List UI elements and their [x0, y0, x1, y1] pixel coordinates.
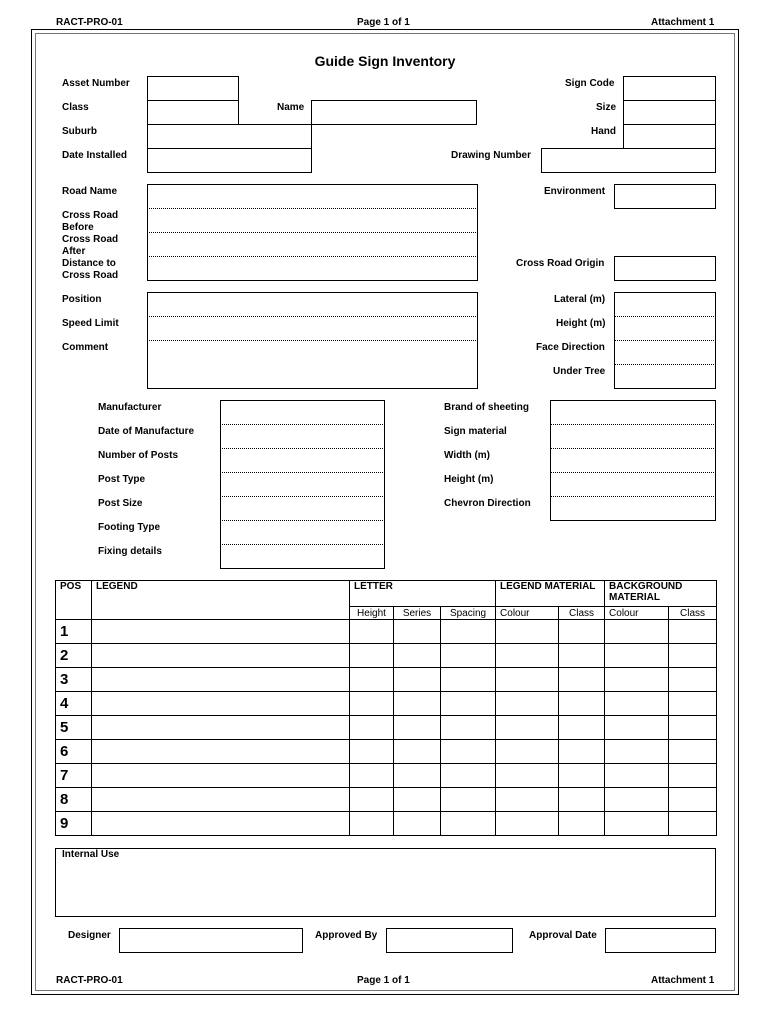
divider [220, 544, 385, 545]
table-cell[interactable] [394, 692, 441, 716]
table-cell[interactable] [605, 644, 669, 668]
post-type-label: Post Type [98, 474, 146, 485]
table-cell[interactable] [669, 812, 717, 836]
table-cell[interactable] [669, 788, 717, 812]
table-cell[interactable] [350, 644, 394, 668]
divider [147, 340, 478, 341]
class-field[interactable] [147, 100, 239, 125]
table-cell[interactable] [605, 692, 669, 716]
divider [147, 232, 478, 233]
table-row [56, 764, 717, 788]
table-cell[interactable] [92, 692, 350, 716]
divider [220, 448, 385, 449]
row-number: 6 [56, 740, 92, 764]
approval-date-label: Approval Date [529, 930, 597, 941]
table-cell[interactable] [441, 716, 496, 740]
divider [220, 520, 385, 521]
header-attachment: Attachment 1 [651, 17, 715, 28]
table-cell[interactable] [559, 692, 605, 716]
table-cell[interactable] [394, 644, 441, 668]
table-cell[interactable] [350, 788, 394, 812]
legend-colour-header: Colour [496, 607, 559, 620]
letter-spacing-header: Spacing [441, 607, 496, 620]
divider [220, 424, 385, 425]
table-cell[interactable] [669, 644, 717, 668]
distance-to-cross-road-label: Distance to Cross Road [62, 258, 119, 281]
divider [550, 472, 716, 473]
table-cell[interactable] [496, 692, 559, 716]
table-cell[interactable] [350, 740, 394, 764]
legend-table [55, 580, 717, 836]
lateral-label: Lateral (m) [554, 294, 606, 305]
table-row [56, 740, 717, 764]
table-cell[interactable] [605, 740, 669, 764]
table-cell[interactable] [496, 716, 559, 740]
table-cell[interactable] [350, 620, 394, 644]
background-class-header: Class [669, 607, 717, 620]
cross-road-before-label: Cross Road Before [62, 210, 119, 233]
sheeting-field-group[interactable] [550, 400, 716, 521]
face-direction-label: Face Direction [536, 342, 605, 353]
table-cell[interactable] [441, 788, 496, 812]
header-page-number: Page 1 of 1 [357, 17, 410, 28]
table-cell[interactable] [394, 716, 441, 740]
table-cell[interactable] [394, 812, 441, 836]
table-cell[interactable] [350, 716, 394, 740]
table-cell[interactable] [394, 788, 441, 812]
designer-label: Designer [68, 930, 111, 941]
footer-attachment: Attachment 1 [651, 975, 715, 986]
divider [550, 496, 716, 497]
manufacturer-label: Manufacturer [98, 402, 162, 413]
table-cell[interactable] [394, 620, 441, 644]
sign-material-label: Sign material [444, 426, 507, 437]
table-cell[interactable] [605, 812, 669, 836]
brand-of-sheeting-label: Brand of sheeting [444, 402, 530, 413]
page-title: Guide Sign Inventory [314, 53, 456, 69]
table-row [56, 620, 717, 644]
environment-field[interactable] [614, 184, 716, 209]
table-cell[interactable] [441, 644, 496, 668]
table-row [56, 692, 717, 716]
width-label: Width (m) [444, 450, 491, 461]
table-cell[interactable] [92, 740, 350, 764]
cross-road-origin-field[interactable] [614, 256, 716, 281]
table-cell[interactable] [92, 716, 350, 740]
row-number: 2 [56, 644, 92, 668]
table-cell[interactable] [669, 668, 717, 692]
legend-material-header: LEGEND MATERIAL [496, 581, 605, 607]
table-cell[interactable] [394, 668, 441, 692]
header-doc-code: RACT-PRO-01 [56, 17, 123, 28]
divider [614, 316, 716, 317]
legend-class-header: Class [559, 607, 605, 620]
table-cell[interactable] [559, 716, 605, 740]
table-cell[interactable] [350, 692, 394, 716]
sign-code-field[interactable] [623, 76, 716, 101]
table-cell[interactable] [669, 716, 717, 740]
divider [220, 472, 385, 473]
table-cell[interactable] [92, 812, 350, 836]
letter-header: LETTER [350, 581, 496, 607]
suburb-field[interactable] [147, 124, 312, 149]
date-of-manufacture-label: Date of Manufacture [98, 426, 195, 437]
row-number: 3 [56, 668, 92, 692]
table-row [56, 644, 717, 668]
fixing-details-label: Fixing details [98, 546, 162, 557]
table-cell[interactable] [559, 644, 605, 668]
table-cell[interactable] [496, 764, 559, 788]
hand-label: Hand [591, 126, 616, 137]
table-cell[interactable] [92, 644, 350, 668]
table-cell[interactable] [559, 740, 605, 764]
pos-header: POS [56, 581, 92, 620]
table-cell[interactable] [605, 668, 669, 692]
table-cell[interactable] [350, 668, 394, 692]
table-cell[interactable] [496, 788, 559, 812]
table-cell[interactable] [559, 764, 605, 788]
chevron-direction-label: Chevron Direction [444, 498, 531, 509]
table-cell[interactable] [441, 620, 496, 644]
divider [614, 340, 716, 341]
divider [147, 316, 478, 317]
name-label: Name [277, 102, 305, 113]
row-number: 9 [56, 812, 92, 836]
position-label: Position [62, 294, 102, 305]
legend-header: LEGEND [92, 581, 350, 620]
table-row [56, 812, 717, 836]
background-colour-header: Colour [605, 607, 669, 620]
environment-label: Environment [544, 186, 606, 197]
table-cell[interactable] [559, 668, 605, 692]
letter-height-header: Height [350, 607, 394, 620]
size-label: Size [596, 102, 617, 113]
drawing-number-label: Drawing Number [451, 150, 532, 161]
table-cell[interactable] [605, 788, 669, 812]
divider [550, 424, 716, 425]
table-cell[interactable] [559, 620, 605, 644]
cross-road-origin-label: Cross Road Origin [516, 258, 605, 269]
row-number: 4 [56, 692, 92, 716]
table-cell[interactable] [496, 668, 559, 692]
sign-code-label: Sign Code [565, 78, 615, 89]
table-row [56, 668, 717, 692]
divider [220, 496, 385, 497]
cross-road-after-label: Cross Road After [62, 234, 119, 257]
table-cell[interactable] [669, 764, 717, 788]
row-number: 7 [56, 764, 92, 788]
table-cell[interactable] [92, 788, 350, 812]
table-cell[interactable] [496, 620, 559, 644]
table-cell[interactable] [350, 812, 394, 836]
row-number: 5 [56, 716, 92, 740]
hand-field[interactable] [623, 124, 716, 149]
row-number: 8 [56, 788, 92, 812]
class-label: Class [62, 102, 89, 113]
divider [614, 364, 716, 365]
table-cell[interactable] [350, 764, 394, 788]
internal-use-box[interactable] [55, 848, 716, 917]
approval-date-field[interactable] [605, 928, 716, 953]
footing-type-label: Footing Type [98, 522, 161, 533]
date-installed-field[interactable] [147, 148, 312, 173]
table-cell[interactable] [605, 620, 669, 644]
name-field[interactable] [311, 100, 477, 125]
designer-field[interactable] [119, 928, 303, 953]
background-material-header: BACKGROUND MATERIAL [605, 581, 717, 607]
divider [550, 448, 716, 449]
table-cell[interactable] [669, 620, 717, 644]
row-number: 1 [56, 620, 92, 644]
internal-use-label: Internal Use [62, 849, 120, 860]
letter-series-header: Series [394, 607, 441, 620]
suburb-label: Suburb [62, 126, 97, 137]
sign-height-label: Height (m) [444, 474, 494, 485]
table-cell[interactable] [669, 692, 717, 716]
table-cell[interactable] [394, 764, 441, 788]
asset-number-label: Asset Number [62, 78, 130, 89]
footer-page-number: Page 1 of 1 [357, 975, 410, 986]
table-cell[interactable] [441, 668, 496, 692]
size-field[interactable] [623, 100, 716, 125]
road-name-label: Road Name [62, 186, 118, 197]
number-of-posts-label: Number of Posts [98, 450, 179, 461]
approved-by-label: Approved By [315, 930, 378, 941]
table-cell[interactable] [559, 812, 605, 836]
table-cell[interactable] [559, 788, 605, 812]
table-cell[interactable] [496, 740, 559, 764]
table-cell[interactable] [394, 740, 441, 764]
table-cell[interactable] [605, 716, 669, 740]
height-label: Height (m) [556, 318, 606, 329]
table-cell[interactable] [441, 812, 496, 836]
approved-by-field[interactable] [386, 928, 513, 953]
table-cell[interactable] [441, 692, 496, 716]
table-cell[interactable] [669, 740, 717, 764]
speed-limit-label: Speed Limit [62, 318, 119, 329]
asset-number-field[interactable] [147, 76, 239, 101]
table-row [56, 716, 717, 740]
table-row [56, 788, 717, 812]
divider [147, 256, 478, 257]
drawing-number-field[interactable] [541, 148, 716, 173]
table-cell[interactable] [496, 644, 559, 668]
table-cell[interactable] [92, 764, 350, 788]
table-cell[interactable] [441, 764, 496, 788]
table-cell[interactable] [441, 740, 496, 764]
divider [147, 208, 478, 209]
table-cell[interactable] [92, 668, 350, 692]
comment-label: Comment [62, 342, 109, 353]
footer-doc-code: RACT-PRO-01 [56, 975, 123, 986]
table-cell[interactable] [496, 812, 559, 836]
table-cell[interactable] [92, 620, 350, 644]
post-size-label: Post Size [98, 498, 143, 509]
table-cell[interactable] [605, 764, 669, 788]
date-installed-label: Date Installed [62, 150, 128, 161]
under-tree-label: Under Tree [553, 366, 606, 377]
